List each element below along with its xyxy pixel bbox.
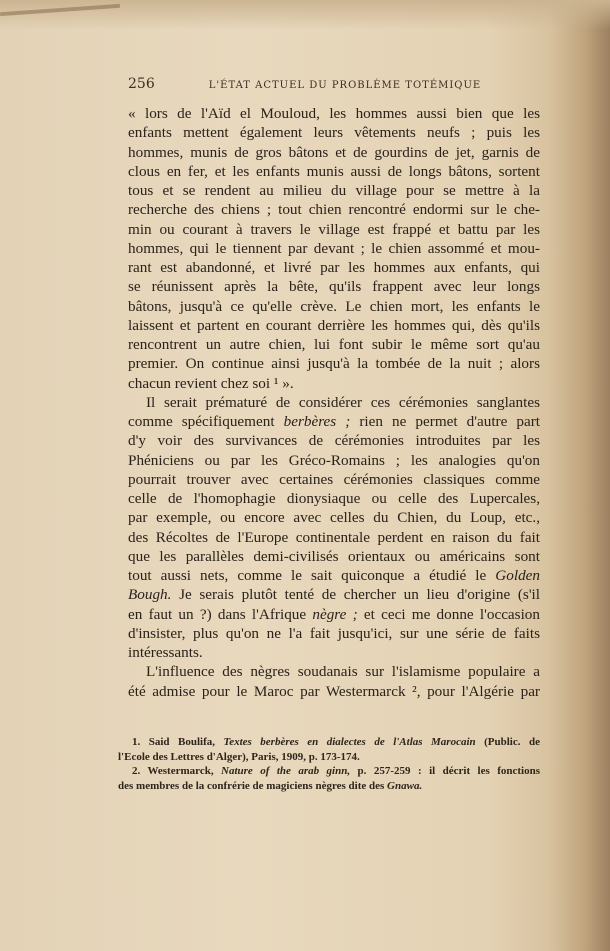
italic-text: Bough. — [128, 586, 172, 604]
text-segment: rant est abandonné, et livré par les hommes aux enfants, qui — [128, 259, 540, 276]
text-line — [128, 470, 540, 489]
text-segment: 2. Westermarck, — [132, 765, 222, 777]
footnote-line — [118, 779, 540, 794]
text-segment: d'insister, plus qu'on ne l'a fait jusqu'ici, sur une série de faits — [128, 624, 540, 642]
text-line — [128, 354, 540, 373]
text-segment: hommes, qui le tiennent par devant ; le chien assommé et mou- — [128, 239, 540, 257]
text-segment: hommes, munis de gros bâtons et de gourdins de jet, garnis de — [128, 143, 540, 161]
footnote-line — [118, 764, 540, 779]
text-segment: Il serait prématuré de considérer ces cérémonies sanglantes — [146, 393, 540, 411]
text-segment: Phéniciens ou par les Gréco-Romains ; les analogies qu'on — [128, 451, 540, 469]
text-segment: en faut un ?) dans l'Afrique — [128, 605, 313, 623]
footnote-line — [118, 750, 540, 765]
text-segment: intéressants. — [128, 644, 203, 661]
text-segment: d'y voir des survivances de cérémonies introduites par les — [128, 432, 540, 450]
italic-text: berbères ; — [283, 413, 351, 430]
text-line — [128, 143, 540, 162]
text-line — [128, 662, 540, 681]
text-line — [128, 643, 540, 662]
text-segment: tous et se rendent au milieu du village pour se mettre à la — [128, 182, 540, 199]
text-segment: clous en fer, et les enfants munis aussi de longs bâtons, sortent — [128, 162, 540, 180]
text-segment: que les parallèles demi-civilisés orientaux ou américains sont — [128, 547, 540, 565]
page-number: 256 — [128, 76, 155, 92]
italic-text: nègre ; — [312, 605, 358, 623]
text-line — [128, 316, 540, 335]
italic-text: Golden — [495, 567, 540, 584]
text-segment: recherche des chiens ; tout chien rencontré endormi sur le che- — [128, 201, 540, 219]
text-segment: tout aussi nets, comme le sait quiconque a étudié le — [128, 567, 496, 584]
text-line — [128, 258, 540, 277]
text-line — [128, 162, 540, 181]
text-line — [128, 624, 540, 643]
text-segment: comme spécifiquement — [128, 413, 284, 430]
text-segment: Je serais plutôt tenté de chercher un lieu d'origine (s'il — [171, 586, 540, 604]
text-segment: laissent et partent en courant derrière les hommes qui, dès qu'ils — [128, 316, 540, 334]
text-line — [128, 200, 540, 219]
text-line — [128, 682, 540, 701]
text-line — [128, 605, 540, 624]
text-line — [128, 566, 540, 585]
text-segment: « lors de l'Aïd el Mouloud, les hommes aussi bien que les — [128, 105, 540, 122]
text-line — [128, 451, 540, 470]
text-segment: se réunissent après la bête, qu'ils frappent avec leur longs — [128, 278, 540, 296]
text-segment: rencontrent un autre chien, lui font subir le même sort qu'au — [128, 336, 540, 353]
text-segment: p. 257-259 : il décrit les fonctions — [350, 765, 540, 777]
text-segment: bâtons, jusqu'à ce qu'elle crève. Le chien mort, les enfants le — [128, 297, 540, 315]
text-segment: pourrait trouver avec certaines cérémonies classiques comme — [128, 470, 540, 488]
text-line — [128, 508, 540, 527]
text-line — [128, 393, 540, 412]
text-segment: min ou courant à travers le village est frappé et battu par les — [128, 220, 540, 238]
italic-text: Textes berbères en dialectes de l'Atlas Marocain — [223, 736, 476, 748]
text-line — [128, 277, 540, 296]
text-segment: (Public. de — [475, 736, 540, 748]
text-segment: chacun revient chez soi ¹ ». — [128, 374, 294, 392]
text-line — [128, 431, 540, 450]
footnote-line — [118, 735, 540, 750]
text-segment: par exemple, ou encore avec celles du Chien, du Loup, etc., — [128, 509, 540, 527]
text-line — [128, 528, 540, 547]
page-top-shadow — [0, 0, 610, 30]
text-segment: des Récoltes de l'Europe continentale perdent en raison du fait — [128, 528, 540, 546]
text-line — [128, 335, 540, 354]
italic-text: Nature of the arab ginn, — [221, 765, 351, 777]
text-segment: L'influence des nègres soudanais sur l'islamisme populaire a — [146, 663, 540, 681]
text-segment: 1. Said Boulifa, — [132, 736, 224, 748]
text-line — [128, 585, 540, 604]
text-segment: été admise pour le Maroc par Westermarck ², pour l'Algérie par — [128, 682, 540, 700]
text-segment: rien ne permet d'autre part — [350, 413, 541, 430]
running-title: L'ÉTAT ACTUEL DU PROBLÈME TOTÉMIQUE — [208, 80, 482, 91]
body-text — [128, 104, 540, 701]
text-line — [128, 123, 540, 142]
text-line — [128, 104, 540, 123]
text-line — [128, 412, 540, 431]
text-line — [128, 220, 540, 239]
text-line — [128, 297, 540, 316]
text-segment: et ceci me donne l'occasion — [357, 605, 540, 623]
italic-text: Gnawa. — [387, 779, 423, 792]
text-line — [128, 489, 540, 508]
text-segment: des membres de la confrérie de magiciens nègres dite des — [118, 779, 388, 792]
text-line — [128, 547, 540, 566]
text-segment: enfants mettent également leurs vêtements neufs ; puis les — [128, 124, 540, 142]
text-segment: celle de l'homophagie dionysiaque ou celle des Lupercales, — [128, 490, 540, 507]
text-segment: premier. On continue ainsi jusqu'à la tombée de la nuit ; alors — [128, 355, 540, 373]
text-line — [128, 374, 540, 393]
footnotes — [118, 735, 540, 793]
text-line — [128, 181, 540, 200]
text-line — [128, 239, 540, 258]
text-segment: l'Ecole des Lettres d'Alger), Paris, 1909, p. 173-174. — [118, 750, 360, 763]
